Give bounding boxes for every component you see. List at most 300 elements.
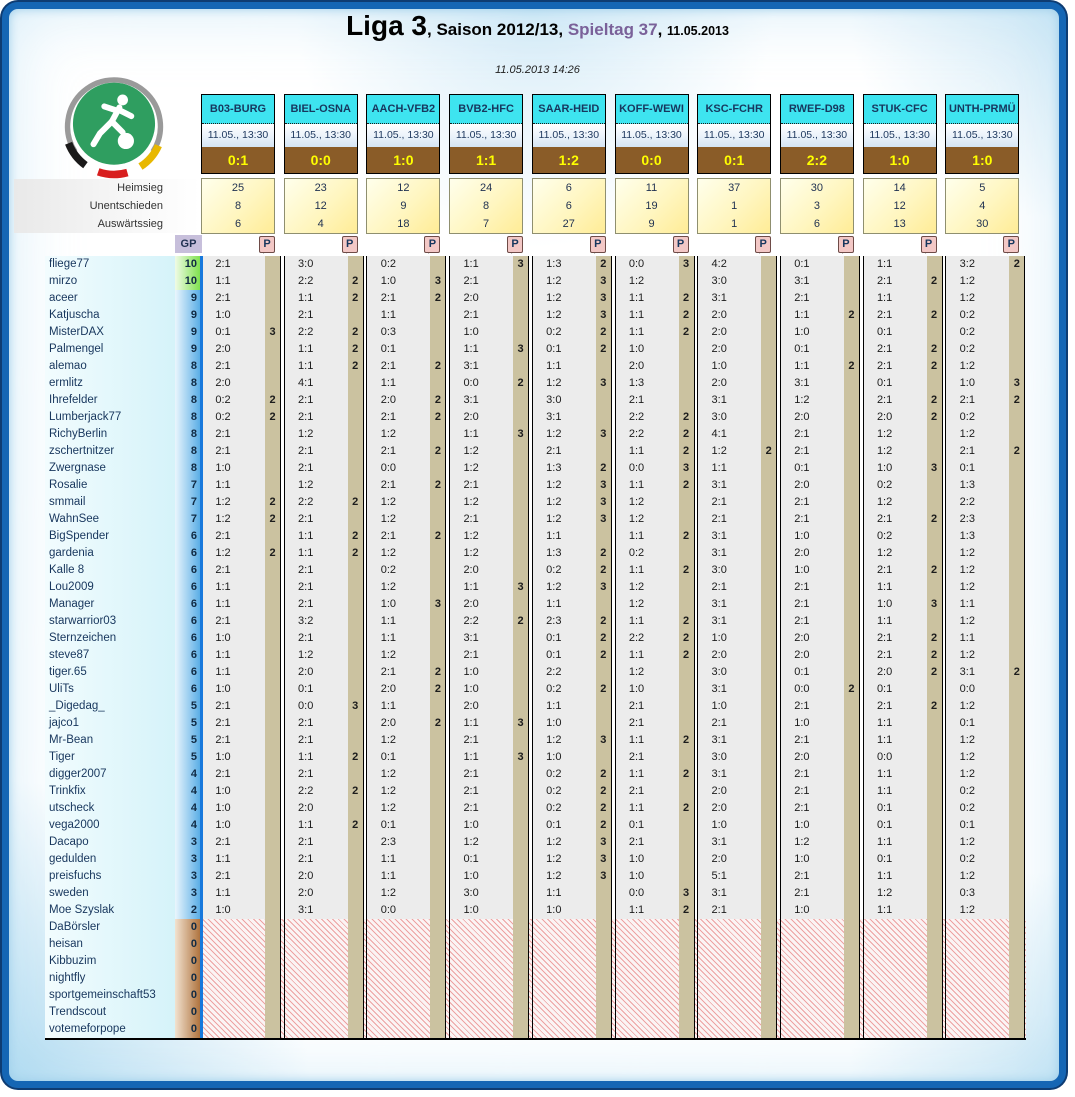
p-tab[interactable]: P — [424, 236, 440, 253]
prediction-score: 1:0 — [711, 632, 727, 644]
prediction-score: 1:2 — [959, 360, 975, 372]
prediction-score: 2:1 — [463, 768, 479, 780]
player-gp: 4 — [175, 766, 202, 783]
p-tab[interactable]: P — [755, 236, 771, 253]
prediction-score: 1:0 — [959, 377, 975, 389]
player-gp: 4 — [175, 817, 202, 834]
prediction-score: 0:0 — [298, 700, 314, 712]
prediction-score: 1:2 — [794, 836, 810, 848]
tip-count: 23 — [314, 182, 327, 194]
prediction-points: 2 — [434, 292, 441, 304]
prediction-score: 1:2 — [628, 496, 645, 508]
prediction-points: 2 — [352, 326, 359, 338]
prediction-points: 3 — [517, 343, 524, 355]
prediction-score: 1:2 — [380, 649, 397, 661]
prediction-score: 2:1 — [876, 343, 893, 355]
player-gp: 5 — [175, 715, 202, 732]
match-tip-counts — [201, 178, 275, 234]
prediction-score: 1:0 — [215, 785, 231, 797]
prediction-points: 2 — [931, 632, 938, 644]
player-gp: 6 — [175, 579, 202, 596]
match-name: STUK-CFC — [864, 95, 936, 124]
prediction-score: 1:1 — [628, 802, 645, 814]
prediction-score: 0:1 — [794, 343, 810, 355]
prediction-score: 0:2 — [546, 785, 562, 797]
prediction-score: 2:1 — [298, 462, 314, 474]
prediction-score: 2:0 — [711, 802, 727, 814]
match-kickoff: 11.05., 13:30 — [533, 124, 605, 147]
prediction-score: 1:0 — [546, 717, 562, 729]
prediction-score: 1:1 — [215, 853, 231, 865]
prediction-score: 1:2 — [380, 785, 397, 797]
prediction-score: 1:0 — [794, 564, 810, 576]
prediction-score: 2:1 — [876, 309, 893, 321]
prediction-score: 3:1 — [711, 598, 727, 610]
match-tip-counts — [945, 178, 1019, 234]
prediction-score: 3:1 — [711, 836, 727, 848]
tip-count: 12 — [314, 200, 327, 212]
prediction-score: 0:1 — [959, 462, 975, 474]
tip-count: 12 — [893, 200, 906, 212]
tip-count: 1 — [731, 200, 738, 212]
prediction-score: 1:1 — [628, 445, 645, 457]
prediction-score: 1:1 — [876, 768, 893, 780]
prediction-score: 2:1 — [794, 870, 810, 882]
prediction-score: 0:2 — [546, 768, 562, 780]
match-name: BIEL-OSNA — [285, 95, 357, 124]
prediction-points: 2 — [765, 445, 772, 457]
prediction-score: 1:0 — [546, 904, 562, 916]
prediction-points: 3 — [600, 870, 607, 882]
player-name: utscheck — [45, 800, 175, 817]
prediction-score: 2:3 — [546, 615, 562, 627]
points-strip — [761, 256, 776, 1038]
prediction-score: 0:1 — [546, 819, 562, 831]
prediction-score: 3:1 — [711, 479, 727, 491]
prediction-score: 1:0 — [215, 632, 231, 644]
prediction-points: 2 — [682, 904, 690, 916]
p-tab[interactable]: P — [507, 236, 523, 253]
title-part: Spieltag 37 — [567, 20, 658, 39]
prediction-points: 2 — [352, 547, 359, 559]
player-name: Tiger — [45, 749, 175, 766]
prediction-score: 1:0 — [463, 326, 479, 338]
prediction-points: 2 — [682, 615, 690, 627]
prediction-score: 1:2 — [628, 275, 645, 287]
prediction-score: 2:1 — [380, 360, 397, 372]
prediction-points: 3 — [600, 377, 607, 389]
prediction-score: 1:1 — [463, 343, 479, 355]
prediction-points: 2 — [682, 649, 690, 661]
player-name: Moe Szyslak — [45, 902, 175, 919]
player-gp: 8 — [175, 426, 202, 443]
player-gp: 9 — [175, 341, 202, 358]
tip-count: 24 — [479, 182, 493, 194]
prediction-points: 2 — [434, 360, 441, 372]
p-tab[interactable]: P — [1003, 236, 1019, 253]
prediction-points: 3 — [517, 428, 524, 440]
prediction-points: 2 — [352, 343, 359, 355]
prediction-score: 1:0 — [215, 683, 231, 695]
prediction-score: 0:1 — [628, 819, 645, 831]
prediction-score: 1:0 — [463, 904, 479, 916]
player-name: Rosalie — [45, 477, 175, 494]
player-gp: 0 — [175, 953, 202, 970]
prediction-score: 0:2 — [546, 683, 562, 695]
prediction-points: 2 — [269, 547, 276, 559]
tip-count: 25 — [231, 182, 245, 194]
prediction-score: 2:2 — [298, 326, 314, 338]
prediction-points: 2 — [682, 292, 690, 304]
prediction-score: 2:0 — [711, 377, 727, 389]
prediction-score: 0:2 — [215, 394, 231, 406]
prediction-score: 3:0 — [711, 666, 727, 678]
prediction-score: 1:2 — [794, 394, 810, 406]
prediction-score: 1:0 — [628, 870, 645, 882]
match-result: 1:0 — [367, 147, 439, 173]
player-gp: 4 — [175, 800, 202, 817]
prediction-score: 1:2 — [959, 870, 975, 882]
player-name: Palmengel — [45, 341, 175, 358]
prediction-score: 2:1 — [463, 479, 479, 491]
prediction-points: 2 — [1013, 394, 1020, 406]
prediction-score: 1:2 — [959, 615, 975, 627]
player-name: Trinkfix — [45, 783, 175, 800]
prediction-points: 2 — [517, 377, 524, 389]
match-tip-counts — [366, 178, 440, 234]
prediction-points: 3 — [682, 887, 690, 899]
prediction-score: 1:2 — [215, 513, 231, 525]
prediction-score: 2:1 — [628, 751, 645, 763]
prediction-points: 3 — [434, 275, 441, 287]
prediction-score: 2:1 — [794, 887, 810, 899]
prediction-score: 1:2 — [546, 275, 562, 287]
player-name: Kibbuzim — [45, 953, 175, 970]
prediction-points: 2 — [434, 683, 441, 695]
prediction-score: 2:1 — [628, 785, 645, 797]
prediction-score: 2:0 — [711, 853, 727, 865]
prediction-score: 1:1 — [215, 666, 231, 678]
prediction-score: 1:2 — [546, 734, 562, 746]
player-gp: 0 — [175, 987, 202, 1004]
player-gp: 0 — [175, 919, 202, 936]
match-kickoff: 11.05., 13:30 — [202, 124, 274, 147]
prediction-score: 1:2 — [546, 496, 562, 508]
player-gp: 9 — [175, 290, 202, 307]
prediction-score: 4:2 — [711, 258, 727, 270]
prediction-score: 2:1 — [794, 428, 810, 440]
prediction-score: 0:1 — [959, 717, 975, 729]
prediction-score: 2:1 — [794, 785, 810, 797]
prediction-score: 3:1 — [711, 683, 727, 695]
prediction-score: 2:0 — [463, 292, 479, 304]
title-part: 11.05.2013 — [667, 24, 729, 38]
prediction-points: 2 — [682, 530, 690, 542]
prediction-score: 1:1 — [463, 717, 479, 729]
prediction-score: 4:1 — [298, 377, 314, 389]
prediction-score: 1:0 — [794, 819, 810, 831]
prediction-score: 1:0 — [628, 683, 645, 695]
prediction-score: 0:2 — [546, 326, 562, 338]
prediction-score: 1:0 — [794, 717, 810, 729]
prediction-score: 1:2 — [380, 496, 397, 508]
prediction-score: 3:1 — [711, 887, 727, 899]
tip-count: 13 — [893, 218, 906, 230]
timestamp: 11.05.2013 14:26 — [495, 64, 580, 76]
prediction-points: 2 — [682, 802, 690, 814]
prediction-score: 1:1 — [546, 598, 562, 610]
prediction-score: 2:2 — [628, 428, 645, 440]
prediction-score: 0:0 — [628, 258, 645, 270]
prediction-score: 2:1 — [298, 411, 314, 423]
gp-column-header: GP — [175, 235, 202, 253]
prediction-score: 1:2 — [546, 377, 562, 389]
player-gp: 0 — [175, 936, 202, 953]
prediction-score: 0:2 — [959, 309, 975, 321]
prediction-score: 0:2 — [959, 326, 975, 338]
prediction-score: 0:0 — [380, 904, 397, 916]
p-tab[interactable]: P — [673, 236, 689, 253]
p-tab[interactable]: P — [259, 236, 275, 253]
prediction-score: 1:1 — [380, 309, 397, 321]
prediction-score: 3:0 — [711, 564, 727, 576]
prediction-points: 2 — [600, 819, 607, 831]
prediction-points: 2 — [600, 547, 607, 559]
player-gp: 8 — [175, 358, 202, 375]
prediction-points: 3 — [352, 700, 359, 712]
match-header-STUK-CFC — [863, 94, 937, 174]
player-name: MisterDAX — [45, 324, 175, 341]
prediction-score: 1:1 — [628, 326, 645, 338]
prediction-score: 1:0 — [215, 819, 231, 831]
prediction-score: 1:0 — [794, 326, 810, 338]
tip-count: 7 — [483, 218, 490, 230]
player-name: gedulden — [45, 851, 175, 868]
prediction-score: 2:0 — [711, 649, 727, 661]
prediction-score: 1:0 — [215, 802, 231, 814]
prediction-score: 1:0 — [794, 904, 810, 916]
player-name: Ihrefelder — [45, 392, 175, 409]
prediction-score: 2:0 — [711, 309, 727, 321]
prediction-score: 0:0 — [628, 887, 645, 899]
prediction-points: 2 — [352, 785, 359, 797]
player-name: nightfly — [45, 970, 175, 987]
prediction-score: 2:1 — [380, 666, 397, 678]
prediction-score: 1:2 — [380, 734, 397, 746]
prediction-score: 1:0 — [463, 666, 479, 678]
prediction-score: 1:0 — [876, 598, 893, 610]
title-part: Saison 2012/13 — [436, 20, 559, 39]
prediction-score: 2:1 — [298, 513, 314, 525]
prediction-points: 2 — [682, 445, 690, 457]
prediction-score: 0:1 — [876, 853, 893, 865]
label-unentschieden: Unentschieden — [89, 200, 163, 212]
prediction-score: 1:0 — [215, 751, 231, 763]
prediction-score: 2:1 — [628, 700, 645, 712]
prediction-score: 1:2 — [380, 887, 397, 899]
tip-count: 12 — [397, 182, 410, 194]
match-kickoff: 11.05., 13:30 — [698, 124, 770, 147]
page-title — [0, 10, 1075, 42]
player-gp: 0 — [175, 1021, 202, 1038]
match-tip-counts — [780, 178, 854, 234]
player-gp: 7 — [175, 477, 202, 494]
prediction-score: 3:0 — [711, 411, 727, 423]
prediction-score: 2:0 — [794, 751, 810, 763]
prediction-score: 1:0 — [711, 700, 727, 712]
title-part: , — [427, 20, 437, 39]
prediction-score: 2:1 — [711, 513, 727, 525]
prediction-score: 1:1 — [628, 479, 645, 491]
prediction-score: 2:1 — [959, 394, 975, 406]
match-result: 1:0 — [946, 147, 1018, 173]
prediction-score: 2:0 — [380, 717, 397, 729]
prediction-score: 1:1 — [794, 360, 810, 372]
player-gp: 7 — [175, 511, 202, 528]
player-gp: 6 — [175, 528, 202, 545]
prediction-score: 2:2 — [298, 496, 314, 508]
prediction-score: 2:1 — [711, 581, 727, 593]
prediction-score: 0:0 — [794, 683, 810, 695]
prediction-score: 0:1 — [876, 326, 893, 338]
player-gp: 8 — [175, 375, 202, 392]
prediction-score: 2:1 — [463, 275, 479, 287]
prediction-score: 1:1 — [463, 428, 479, 440]
outcome-labels — [14, 179, 200, 233]
prediction-score: 2:2 — [628, 411, 645, 423]
prediction-score: 0:3 — [959, 887, 975, 899]
prediction-score: 3:1 — [711, 394, 727, 406]
player-name: sportgemeinschaft53 — [45, 987, 175, 1004]
prediction-points: 2 — [352, 530, 359, 542]
prediction-score: 1:1 — [628, 734, 645, 746]
prediction-score: 2:1 — [463, 802, 479, 814]
player-name: aceer — [45, 290, 175, 307]
prediction-score: 0:1 — [298, 683, 314, 695]
prediction-score: 1:2 — [628, 513, 645, 525]
prediction-score: 2:3 — [380, 836, 397, 848]
prediction-score: 1:2 — [380, 428, 397, 440]
player-name: votemeforpope — [45, 1021, 175, 1038]
prediction-score: 2:0 — [463, 700, 479, 712]
prediction-score: 0:2 — [959, 785, 975, 797]
prediction-points: 2 — [682, 411, 690, 423]
prediction-score: 1:1 — [463, 258, 479, 270]
player-name: UliTs — [45, 681, 175, 698]
player-gp: 8 — [175, 392, 202, 409]
match-kickoff: 11.05., 13:30 — [285, 124, 357, 147]
player-gp: 0 — [175, 1004, 202, 1021]
match-name: KOFF-WEWI — [616, 95, 688, 124]
prediction-score: 2:1 — [794, 598, 810, 610]
prediction-score: 1:1 — [628, 564, 645, 576]
p-tab[interactable]: P — [838, 236, 854, 253]
prediction-score: 2:1 — [298, 632, 314, 644]
p-tab[interactable]: P — [590, 236, 606, 253]
prediction-score: 1:2 — [380, 768, 397, 780]
match-header-SAAR-HEID — [532, 94, 606, 174]
prediction-points: 2 — [931, 275, 938, 287]
prediction-score: 2:1 — [215, 530, 231, 542]
prediction-score: 2:0 — [298, 802, 314, 814]
prediction-score: 2:0 — [215, 377, 231, 389]
prediction-score: 2:1 — [298, 768, 314, 780]
prediction-score: 1:0 — [711, 819, 727, 831]
match-result: 2:2 — [781, 147, 853, 173]
prediction-score: 1:2 — [959, 836, 975, 848]
prediction-score: 2:1 — [876, 513, 893, 525]
prediction-score: 3:1 — [711, 768, 727, 780]
prediction-score: 2:3 — [959, 513, 975, 525]
prediction-score: 0:1 — [876, 819, 893, 831]
prediction-score: 1:1 — [298, 530, 314, 542]
prediction-score: 1:1 — [380, 700, 397, 712]
prediction-score: 0:2 — [959, 411, 975, 423]
prediction-points: 2 — [600, 258, 607, 270]
prediction-score: 3:1 — [711, 615, 727, 627]
prediction-score: 1:1 — [463, 581, 479, 593]
prediction-score: 1:2 — [628, 598, 645, 610]
prediction-score: 0:0 — [959, 683, 975, 695]
prediction-points: 2 — [269, 394, 276, 406]
tip-count: 18 — [397, 218, 410, 230]
match-header-KSC-FCHR — [697, 94, 771, 174]
prediction-score: 1:2 — [876, 496, 893, 508]
player-name: digger2007 — [45, 766, 175, 783]
prediction-score: 1:1 — [876, 734, 893, 746]
prediction-score: 1:2 — [463, 836, 479, 848]
prediction-points: 2 — [682, 632, 690, 644]
player-gp: 6 — [175, 681, 202, 698]
prediction-score: 2:1 — [298, 309, 314, 321]
player-gp: 2 — [175, 902, 202, 919]
prediction-score: 1:1 — [959, 632, 975, 644]
prediction-score: 1:0 — [380, 598, 397, 610]
prediction-score: 1:2 — [546, 292, 562, 304]
player-name: Katjuscha — [45, 307, 175, 324]
prediction-score: 1:1 — [215, 598, 231, 610]
player-name: Dacapo — [45, 834, 175, 851]
tip-count: 1 — [731, 218, 738, 230]
prediction-score: 2:1 — [876, 360, 893, 372]
tip-count: 5 — [979, 182, 986, 194]
prediction-score: 0:2 — [628, 547, 645, 559]
prediction-score: 1:1 — [876, 785, 893, 797]
tip-count: 6 — [565, 200, 572, 212]
prediction-score: 1:2 — [959, 428, 975, 440]
prediction-score: 2:0 — [463, 411, 479, 423]
prediction-score: 0:1 — [794, 462, 810, 474]
prediction-score: 3:1 — [794, 275, 810, 287]
prediction-score: 2:0 — [711, 326, 727, 338]
prediction-points: 2 — [931, 700, 938, 712]
prediction-score: 1:1 — [628, 768, 645, 780]
prediction-score: 1:1 — [546, 530, 562, 542]
prediction-score: 1:3 — [628, 377, 645, 389]
prediction-score: 1:0 — [215, 904, 231, 916]
prediction-score: 2:1 — [711, 717, 727, 729]
tip-count: 30 — [976, 218, 989, 230]
player-gp: 3 — [175, 885, 202, 902]
match-header-AACH-VFB2 — [366, 94, 440, 174]
p-tab[interactable]: P — [921, 236, 937, 253]
prediction-score: 1:0 — [876, 462, 893, 474]
player-name: Lumberjack77 — [45, 409, 175, 426]
prediction-score: 2:0 — [711, 785, 727, 797]
player-gp: 3 — [175, 834, 202, 851]
prediction-score: 2:2 — [463, 615, 479, 627]
p-tab[interactable]: P — [342, 236, 358, 253]
